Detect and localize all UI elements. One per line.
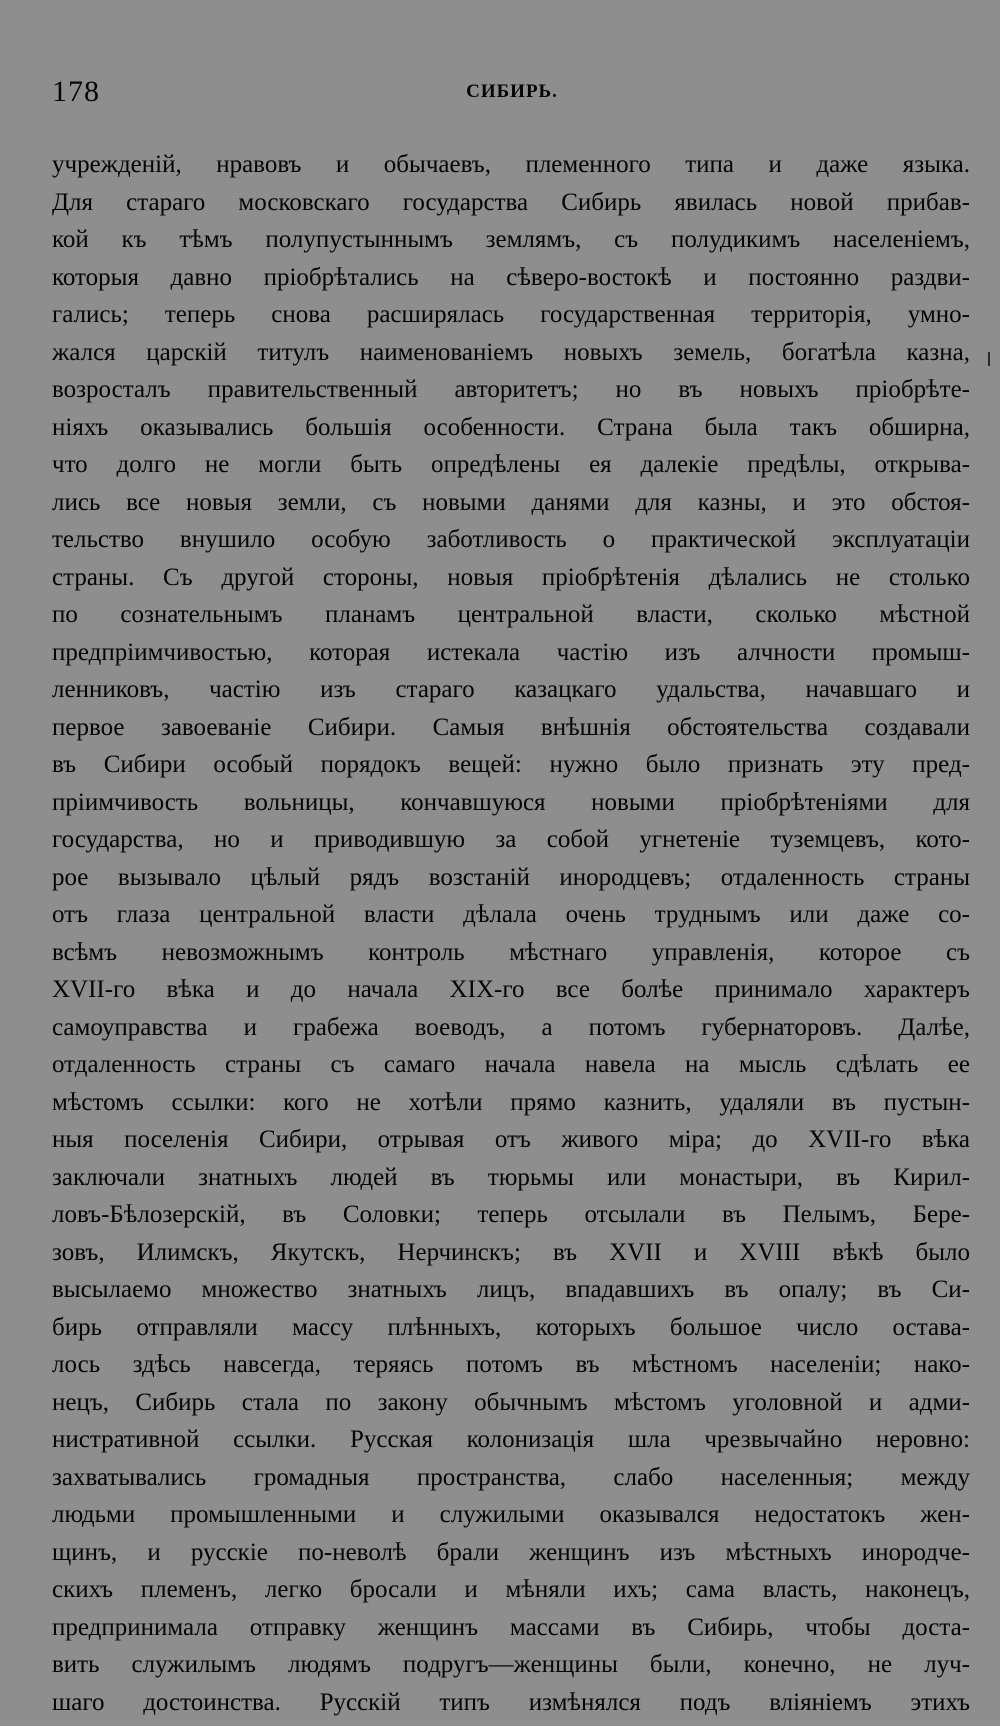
- text-line: лись все новыя земли, съ новыми данями для казны, и это обстоя-: [52, 488, 970, 516]
- text-line: лось здѣсь навсегда, теряясь потомъ въ мѣстномъ населеніи; нако-: [52, 1351, 970, 1378]
- text-line: по сознательнымъ планамъ центральной власти, сколько мѣстной: [52, 601, 970, 628]
- text-line: зовъ, Илимскъ, Якутскъ, Нерчинскъ; въ XVII и XVIII вѣкѣ было: [52, 1238, 970, 1266]
- text-line: ныя поселенія Сибири, отрывая отъ живого міра; до XVII-го вѣка: [52, 1126, 970, 1153]
- text-line: щинъ, и русскіе по-неволѣ брали женщинъ изъ мѣстныхъ инородче-: [52, 1538, 970, 1566]
- text-line: людьми промышленными и служилыми оказывался недостатокъ жен-: [52, 1501, 970, 1528]
- text-line: заключали знатныхъ людей въ тюрьмы или монастыри, въ Кирил-: [52, 1163, 970, 1191]
- text-line: гались; теперь снова расширялась государственная территорія, умно-: [52, 301, 970, 328]
- text-line: нецъ, Сибирь стала по закону обычнымъ мѣстомъ уголовной и адми-: [52, 1388, 970, 1416]
- text-line: отъ глаза центральной власти дѣлала очень труднымъ или даже со-: [52, 901, 970, 928]
- text-line: тельство внушило особую заботливость о практической эксплуатаціи: [52, 526, 970, 553]
- text-line: государства, но и приводившую за собой угнетеніе туземцевъ, кото-: [52, 826, 970, 853]
- text-line: въ Сибири особый порядокъ вещей: нужно было признать эту пред-: [52, 751, 970, 778]
- text-line: ніяхъ оказывались большія особенности. Страна была такъ обширна,: [52, 413, 970, 441]
- text-line: ловъ-Бѣлозерскій, въ Соловки; теперь отсылали въ Пелымъ, Бере-: [52, 1201, 970, 1228]
- text-line: кой къ тѣмъ полупустыннымъ землямъ, съ полудикимъ населеніемъ,: [52, 226, 970, 253]
- body-text: [52, 146, 970, 1721]
- text-line: Для стараго московскаго государства Сибирь явилась новой прибав-: [52, 188, 970, 216]
- text-line: захватывались громадныя пространства, слабо населенныя; между: [52, 1463, 970, 1491]
- text-line: вить служилымъ людямъ подругъ—женщины были, конечно, не луч-: [52, 1651, 970, 1678]
- text-line: рое вызывало цѣлый рядъ возстаній инородцевъ; отдаленность страны: [52, 863, 970, 891]
- margin-speck: [988, 352, 990, 366]
- text-line: пріимчивость вольницы, кончавшуюся новыми пріобрѣтеніями для: [52, 788, 970, 816]
- text-line: всѣмъ невозможнымъ контроль мѣстнаго управленія, которое съ: [52, 938, 970, 966]
- text-line: жался царскій титулъ наименованіемъ новыхъ земель, богатѣла казна,: [52, 338, 970, 366]
- text-line: самоуправства и грабежа воеводъ, а потомъ губернаторовъ. Далѣе,: [52, 1013, 970, 1041]
- text-line: возросталъ правительственный авторитетъ; но въ новыхъ пріобрѣте-: [52, 376, 970, 403]
- page-number: 178: [52, 75, 100, 108]
- text-line: страны. Съ другой стороны, новыя пріобрѣтенія дѣлались не столько: [52, 563, 970, 591]
- text-line: высылаемо множество знатныхъ лицъ, впадавшихъ въ опалу; въ Си-: [52, 1276, 970, 1303]
- text-line: мѣстомъ ссылки: кого не хотѣли прямо казнить, удаляли въ пустын-: [52, 1088, 970, 1116]
- text-line: что долго не могли быть опредѣлены ея далекіе предѣлы, открыва-: [52, 451, 970, 478]
- text-line: учрежденій, нравовъ и обычаевъ, племенного типа и даже языка.: [52, 151, 970, 178]
- text-line: нистративной ссылки. Русская колонизація шла чрезвычайно неровно:: [52, 1426, 970, 1453]
- text-line: XVII-го вѣка и до начала XIX-го все болѣе принимало характеръ: [52, 976, 970, 1003]
- text-line: скихъ племенъ, легко бросали и мѣняли ихъ; сама власть, наконецъ,: [52, 1576, 970, 1603]
- text-line: шаго достоинства. Русскій типъ измѣнялся подъ вліяніемъ этихъ: [52, 1688, 970, 1716]
- text-line: отдаленность страны съ самаго начала навела на мысль сдѣлать ее: [52, 1051, 970, 1078]
- text-line: ленниковъ, частію изъ стараго казацкаго удальства, начавшаго и: [52, 676, 970, 703]
- text-line: бирь отправляли массу плѣнныхъ, которыхъ большое число остава-: [52, 1313, 970, 1341]
- text-line: которыя давно пріобрѣтались на сѣверо-востокѣ и постоянно раздви-: [52, 263, 970, 291]
- text-line: предпріимчивостью, которая истекала частію изъ алчности промыш-: [52, 638, 970, 666]
- text-line: первое завоеваніе Сибири. Самыя внѣшнія обстоятельства создавали: [52, 713, 970, 741]
- text-line: предпринимала отправку женщинъ массами въ Сибирь, чтобы доста-: [52, 1613, 970, 1641]
- running-title: СИБИРЬ.: [466, 81, 558, 102]
- page-header: [52, 72, 972, 112]
